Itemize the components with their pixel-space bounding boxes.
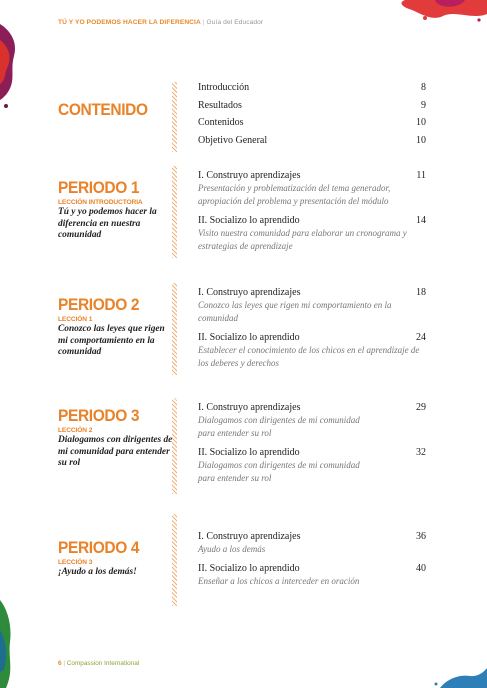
period-2-heading (58, 295, 174, 359)
lesson-label: LECCIÓN 2 (58, 427, 93, 434)
section-label: I. Construyo aprendizajes (198, 531, 301, 542)
header-guide: Guía del Educador (206, 19, 264, 26)
section-label: II. Socializo lo aprendido (198, 332, 300, 343)
toc-item-page: 9 (421, 99, 426, 111)
toc-item-label: Objetivo General (198, 134, 268, 146)
lesson-label: LECCIÓN 1 (58, 316, 93, 323)
lesson-title: Tú y yo podemos hacer la diferencia en nuestra comunidad (58, 207, 157, 241)
period-3-sections (198, 401, 426, 485)
toc-section-socializo[interactable] (198, 214, 426, 227)
lesson-label: LECCIÓN 3 (58, 559, 93, 566)
toc-item-page: 10 (416, 134, 426, 146)
lesson-label: LECCIÓN INTRODUCTORIA (58, 199, 143, 206)
toc-section-construyo[interactable] (198, 286, 426, 299)
period-title: PERIODO 4 (58, 539, 140, 557)
lesson-title: ¡Ayudo a los demás! (58, 567, 137, 577)
section-description: Ayudo a los demás (198, 544, 266, 554)
lesson-title: Conozco las leyes que rigen mi comportamiento en la comunidad (58, 324, 165, 358)
section-page: 18 (416, 287, 426, 298)
period-2-sections (198, 286, 426, 370)
page-number: 6 (58, 660, 62, 667)
dashed-divider (172, 82, 177, 152)
section-page: 36 (416, 531, 426, 542)
section-label: II. Socializo lo aprendido (198, 447, 300, 458)
section-description: Dialogamos con dirigentes de mi comunidad para entender su rol (198, 460, 360, 483)
period-title: PERIODO 1 (58, 179, 140, 197)
dashed-divider (172, 166, 177, 258)
dashed-divider (172, 514, 177, 606)
period-title: PERIODO 3 (58, 407, 140, 425)
section-label: I. Construyo aprendizajes (198, 402, 301, 413)
contents-list (198, 79, 426, 149)
toc-section-socializo[interactable] (198, 331, 426, 344)
period-1-heading (58, 178, 174, 242)
paint-splash-bottom-right (430, 666, 487, 688)
toc-item-contenidos[interactable] (198, 114, 426, 132)
period-4-sections (198, 530, 426, 588)
toc-item-resultados[interactable] (198, 97, 426, 115)
section-description: Enseñar a los chicos a interceder en oración (198, 576, 360, 586)
section-label: I. Construyo aprendizajes (198, 170, 301, 181)
toc-item-label: Contenidos (198, 117, 244, 129)
toc-item-page: 10 (416, 117, 426, 129)
toc-section-socializo[interactable] (198, 562, 426, 575)
section-page: 24 (416, 332, 426, 343)
contents-heading: CONTENIDO (58, 101, 148, 119)
section-page: 40 (416, 563, 426, 574)
toc-section-construyo[interactable] (198, 169, 426, 182)
toc-section-socializo[interactable] (198, 446, 426, 459)
toc-item-label: Resultados (198, 99, 242, 111)
section-page: 29 (416, 402, 426, 413)
section-label: I. Construyo aprendizajes (198, 287, 301, 298)
dashed-divider (172, 283, 177, 375)
paint-splash-left (0, 20, 26, 110)
toc-item-label: Introducción (198, 82, 250, 93)
toc-section-construyo[interactable] (198, 401, 426, 414)
footer-organization: Compassion International (66, 660, 140, 667)
section-page: 14 (416, 215, 426, 226)
section-description: Conozco las leyes que rigen mi comportamiento en la comunidad (198, 300, 392, 323)
header-title: TÚ Y YO PODEMOS HACER LA DIFERENCIA (58, 19, 201, 26)
dashed-divider (172, 398, 177, 494)
section-label: II. Socializo lo aprendido (198, 563, 300, 574)
contents-heading-wrap (58, 100, 174, 120)
period-3-heading (58, 406, 174, 470)
paint-splash-bottom-left (0, 600, 30, 688)
header-separator: | (202, 19, 205, 26)
section-description: Presentación y problematización del tema generador, apropiación del problema y presentación del módulo (198, 183, 391, 206)
section-label: II. Socializo lo aprendido (198, 215, 300, 226)
toc-item-page: 8 (421, 82, 426, 93)
section-description: Visito nuestra comunidad para elaborar un cronograma y estrategias de aprendizaje (198, 228, 407, 251)
toc-item-objetivo-general[interactable] (198, 132, 426, 150)
lesson-title: Dialogamos con dirigentes de mi comunidad para entender su rol (58, 435, 173, 469)
period-title: PERIODO 2 (58, 296, 140, 314)
section-page: 32 (416, 447, 426, 458)
period-1-sections (198, 169, 426, 253)
section-page: 11 (416, 170, 426, 181)
period-4-heading (58, 538, 174, 579)
toc-item-introduccion[interactable] (198, 79, 426, 97)
running-header (58, 19, 263, 26)
page-footer (58, 660, 139, 667)
toc-section-construyo[interactable] (198, 530, 426, 543)
section-description: Establecer el conocimiento de los chicos en el aprendizaje de los deberes y derechos (198, 345, 420, 368)
paint-splash-top-right (395, 0, 487, 24)
section-description: Dialogamos con dirigentes de mi comunidad para entender su rol (198, 415, 360, 438)
footer-separator: | (63, 660, 66, 667)
